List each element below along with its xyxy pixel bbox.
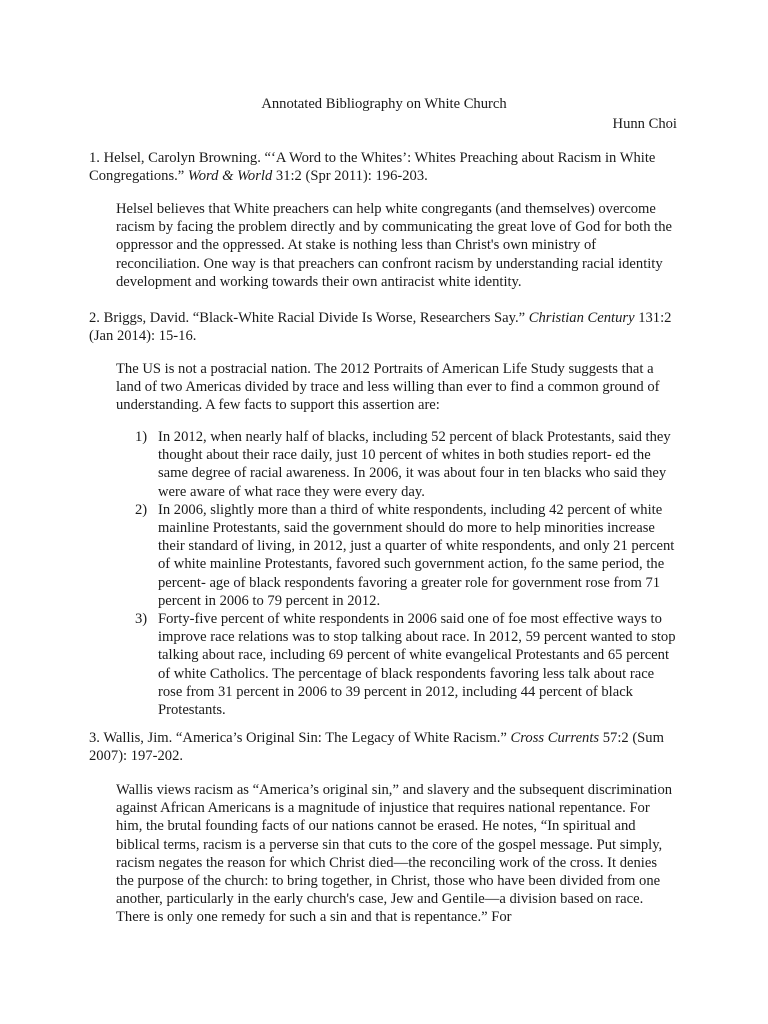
citation-text: 1. Helsel, Carolyn Browning. “‘A Word to the Whites’: Whites Preaching about Racism in White Congregations.” — [89, 150, 656, 185]
list-item — [131, 610, 681, 719]
annotation-entry-2: The US is not a postracial nation. The 2012 Portraits of American Life Study suggests that a land of two Americas divided by trace and less willing than ever to find a common ground of understanding. A few facts to support this assertion are: — [116, 361, 660, 414]
list-item — [131, 501, 681, 610]
annotation-entry-1: Helsel believes that White preachers can help white congregants (and themselves) overcome racism by facing the problem directly and by communicating the great love of God for both the oppressor and the oppressed. At stake is nothing less than Christ's own ministry of reconciliation. One way is that preachers can confront racism by understanding racial identity development and working towards their own antiracist white identity. — [116, 201, 673, 290]
citation-entry-3 — [89, 729, 679, 765]
citation-text: 2. Briggs, David. “Black-White Racial Divide Is Worse, Researchers Say.” — [89, 310, 529, 326]
citation-entry-2 — [89, 309, 679, 345]
citation-text: 3. Wallis, Jim. “America’s Original Sin: The Legacy of White Racism.” — [89, 730, 511, 746]
citation-details: 31:2 (Spr 2011): 196-203. — [272, 168, 428, 185]
citation-entry-1 — [89, 149, 679, 185]
citation-details: 57:2 (Sum 2007): 197-202. — [89, 730, 664, 765]
list-item-text: In 2012, when nearly half of blacks, including 52 percent of black Protestants, said they thought about their race daily, just 10 percent of whites in both studies report- ed the same degree of racial awareness. In 2006, it was about four in ten blacks who said they were aware of what race they were every day. — [158, 429, 671, 500]
list-item-text: Forty-five percent of white respondents in 2006 said one of foe most effective ways to improve race relations was to stop talking about race. In 2012, 59 percent wanted to stop talking about race, including 69 percent of white evangelical Protestants and 65 percent of white Catholics. The percentage of black respondents favoring less talk about race rose from 31 percent in 2006 to 39 percent in 2012, including 44 percent of black Protestants. — [158, 611, 676, 719]
journal-title: Christian Century — [528, 310, 635, 326]
journal-title: Cross Currents — [510, 730, 600, 746]
journal-title: Word & World — [187, 168, 273, 185]
list-item — [131, 428, 681, 501]
facts-list — [131, 428, 681, 719]
list-item-number: 3) — [135, 611, 148, 628]
annotation-entry-3: Wallis views racism as “America’s original sin,” and slavery and the subsequent discrimination against African Americans is a magnitude of injustice that requires national repentance. For him, the brutal founding facts of our nations cannot be erased. He notes, “In spiritual and biblical terms, racism is a perverse sin that cuts to the core of the gospel message. Put simply, racism negates the reason for which Christ died—the reconciling work of the cross. It denies the purpose of the church: to bring together, in Christ, those who have been divided from one another, particularly in the early church's case, Jew and Gentile—a division based on race. There is only one remedy for such a sin and that is repentance.” For — [116, 782, 673, 926]
list-item-text: In 2006, slightly more than a third of white respondents, including 42 percent of white mainline Protestants, said the government should do more to help minorities increase their standard of living, in 2012, just a quarter of white respondents, and only 21 percent of white mainline Protestants, favored such government action, fo the same period, the percent- age of black respondents favoring a greater role for government rose from 71 percent in 2006 to 79 percent in 2012. — [158, 501, 675, 609]
document-title: Annotated Bibliography on White Church — [261, 96, 507, 112]
citation-details: 131:2 (Jan 2014): 15-16. — [89, 310, 672, 345]
document-author: Hunn Choi — [612, 116, 677, 132]
list-item-number: 2) — [135, 501, 148, 518]
list-item-number: 1) — [135, 429, 148, 445]
